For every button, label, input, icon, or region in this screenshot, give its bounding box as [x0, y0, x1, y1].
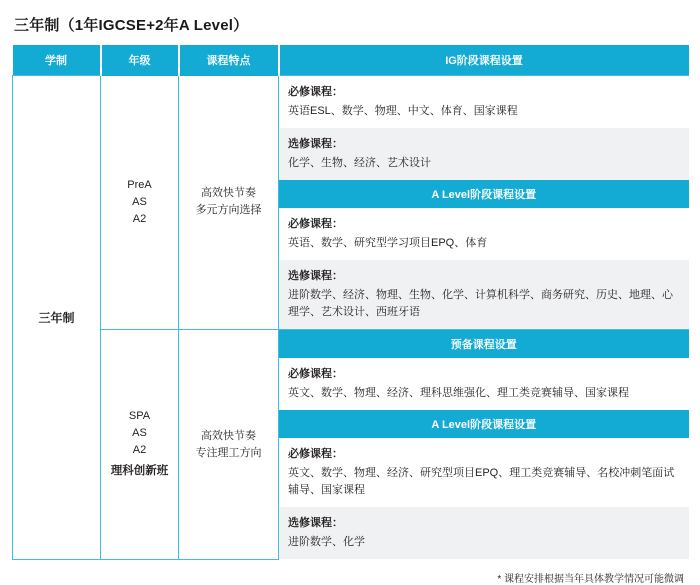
course-block-list: 英文、数学、物理、经济、理科思维强化、理工类竞赛辅导、国家课程 [288, 387, 629, 400]
course-block-list: 化学、生物、经济、艺术设计 [288, 157, 431, 170]
footnote: * 课程安排根据当年具体教学情况可能微调 [497, 573, 684, 585]
course-block-label: 选修课程： [288, 517, 343, 530]
grade-line: A2 [132, 444, 147, 457]
course-block [279, 358, 689, 410]
header-feature: 课程特点 [179, 45, 279, 76]
course-block [279, 76, 689, 128]
header-grade: 年级 [101, 45, 179, 76]
grade-line: SPA [128, 410, 151, 423]
course-block [279, 507, 689, 559]
course-block-label: 必修课程： [288, 448, 343, 461]
course-block-list: 英语ESL、数学、物理、中文、体育、国家课程 [288, 105, 518, 117]
page-title: 三年制（1年IGCSE+2年A Level） [14, 17, 249, 34]
course-block [279, 438, 689, 507]
feature-cell-1 [179, 76, 279, 330]
curriculum-table [12, 45, 689, 560]
course-block [279, 208, 689, 260]
feature-cell-2 [179, 330, 279, 560]
feature-line: 高效快节奏 [201, 187, 256, 200]
course-block-label: 必修课程： [288, 368, 343, 381]
table-row [13, 76, 689, 330]
course-block [279, 260, 689, 329]
grade-cell-1 [101, 76, 179, 330]
detail-cell-2 [279, 330, 689, 560]
system-cell: 三年制 [13, 76, 101, 560]
table-header-row [13, 45, 689, 76]
section-bar-alevel: A Level阶段课程设置 [279, 410, 689, 438]
detail-cell-1 [279, 76, 689, 330]
feature-line: 多元方向选择 [195, 204, 262, 217]
grade-line: PreA [127, 178, 152, 191]
header-ig-stage: IG阶段课程设置 [279, 45, 689, 76]
feature-line: 专注理工方向 [195, 446, 262, 459]
feature-line: 高效快节奏 [201, 429, 256, 442]
grade-line: AS [132, 427, 147, 440]
course-block-list: 英文、数学、物理、经济、研究型项目EPQ、理工类竞赛辅导、名校冲刺笔面试辅导、国家课程 [288, 467, 675, 497]
section-bar-alevel: A Level阶段课程设置 [279, 180, 689, 208]
table-row [13, 330, 689, 560]
grade-line: AS [132, 195, 147, 208]
grade-class-name: 理科创新班 [110, 465, 169, 478]
header-system: 学制 [13, 45, 101, 76]
course-block-list: 英语、数学、研究型学习项目EPQ、体育 [288, 237, 488, 250]
course-block-label: 选修课程： [288, 138, 343, 151]
section-bar-prep: 预备课程设置 [279, 330, 689, 358]
course-block-label: 必修课程： [288, 218, 343, 231]
course-block-label: 选修课程： [288, 270, 343, 283]
course-block-list: 进阶数学、经济、物理、生物、化学、计算机科学、商务研究、历史、地理、心理学、艺术设计、西班牙语 [288, 289, 673, 319]
course-block [279, 128, 689, 180]
course-block-list: 进阶数学、化学 [288, 536, 365, 549]
grade-cell-2 [101, 330, 179, 560]
grade-line: A2 [132, 212, 147, 225]
course-block-label: 必修课程： [288, 86, 343, 98]
